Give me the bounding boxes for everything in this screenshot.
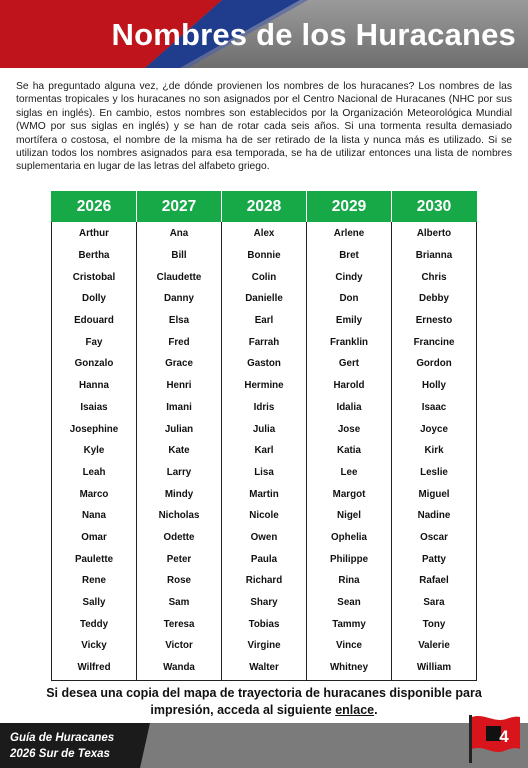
hurricane-name-cell: Whitney [307,657,392,681]
hurricane-name-cell: Gordon [392,353,477,375]
hurricane-name-cell: Nana [52,505,137,527]
hurricane-name-cell: Oscar [392,527,477,549]
table-row [52,353,477,375]
table-row [52,397,477,419]
hurricane-name-cell: Lisa [222,462,307,484]
hurricane-name-cell: Vince [307,635,392,657]
hurricane-name-cell: Marco [52,483,137,505]
download-note-text: Si desea una copia del mapa de trayectoria de huracanes disponible para impresión, acceda al siguiente [46,686,482,717]
table-row [52,462,477,484]
hurricane-name-cell: Teresa [137,613,222,635]
table-row [52,245,477,267]
hurricane-name-cell: Vicky [52,635,137,657]
hurricane-name-cell: William [392,657,477,681]
table-row [52,657,477,681]
hurricane-name-cell: Valerie [392,635,477,657]
hurricane-name-cell: Josephine [52,418,137,440]
hurricane-name-cell: Leslie [392,462,477,484]
hurricane-name-cell: Hermine [222,375,307,397]
hurricane-name-cell: Rina [307,570,392,592]
hurricane-name-cell: Philippe [307,548,392,570]
table-header-row [52,192,477,223]
hurricane-name-cell: Patty [392,548,477,570]
footer-bar [0,723,528,768]
hurricane-name-cell: Grace [137,353,222,375]
download-note-period: . [374,703,378,717]
hurricane-name-cell: Wilfred [52,657,137,681]
hurricane-name-cell: Joyce [392,418,477,440]
hurricane-name-cell: Arthur [52,222,137,245]
hurricane-name-cell: Julia [222,418,307,440]
page-title: Nombres de los Huracanes [111,17,516,52]
hurricane-name-cell: Chris [392,266,477,288]
hurricane-name-cell: Larry [137,462,222,484]
table-row [52,222,477,245]
table-row [52,375,477,397]
hurricane-name-cell: Bertha [52,245,137,267]
hurricane-name-cell: Julian [137,418,222,440]
hurricane-name-cell: Gaston [222,353,307,375]
hurricane-name-cell: Kyle [52,440,137,462]
table-row [52,418,477,440]
hurricane-name-cell: Karl [222,440,307,462]
hurricane-name-cell: Emily [307,310,392,332]
map-download-note [16,685,512,719]
footer-line-2: 2026 Sur de Texas [10,747,110,760]
hurricane-name-cell: Tony [392,613,477,635]
table-row [52,483,477,505]
table-row [52,288,477,310]
hurricane-name-cell: Peter [137,548,222,570]
hurricane-name-cell: Sam [137,592,222,614]
intro-paragraph: Se ha preguntado alguna vez, ¿de dónde provienen los nombres de los huracanes? Los nombres de las tormentas tropicales y los huracanes no son asignados por el Centro Nacional de Huracanes (NHC por sus siglas en inglés). En cambio, estos nombres son establecidos por la Organización Meteorológica Mundial (WMO por sus siglas en inglés) y se han de rotar cada seis años. Si una tormenta resulta demasiado mortífera o costosa, el nombre de la misma ha de ser retirado de la lista y nunca más es utilizado. Si se utilizan todos los nombres asignados para esa temporada, se ha de utilizar entonces una lista de nombres suplementaria en lugar de las letras del alfabeto griego. [16,81,512,173]
hurricane-name-cell: Kirk [392,440,477,462]
hurricane-name-cell: Ana [137,222,222,245]
hurricane-names-table [51,191,477,681]
hurricane-name-cell: Alex [222,222,307,245]
table-body [52,222,477,681]
hurricane-name-cell: Katia [307,440,392,462]
table-row [52,310,477,332]
hurricane-name-cell: Alberto [392,222,477,245]
hurricane-name-cell: Franklin [307,331,392,353]
hurricane-name-cell: Tammy [307,613,392,635]
hurricane-name-cell: Nigel [307,505,392,527]
hurricane-name-cell: Nicholas [137,505,222,527]
header-banner [0,0,528,68]
column-header-year: 2029 [307,192,392,223]
column-header-year: 2030 [392,192,477,223]
hurricane-name-cell: Leah [52,462,137,484]
hurricane-name-cell: Cindy [307,266,392,288]
table-row [52,548,477,570]
hurricane-name-cell: Idris [222,397,307,419]
hurricane-name-cell: Paula [222,548,307,570]
hurricane-name-cell: Debby [392,288,477,310]
hurricane-name-cell: Edouard [52,310,137,332]
hurricane-name-cell: Nicole [222,505,307,527]
table-row [52,570,477,592]
column-header-year: 2027 [137,192,222,223]
hurricane-name-cell: Sara [392,592,477,614]
hurricane-name-cell: Shary [222,592,307,614]
hurricane-name-cell: Miguel [392,483,477,505]
hurricane-name-cell: Victor [137,635,222,657]
footer-guide-title [10,731,114,762]
hurricane-name-cell: Fay [52,331,137,353]
hurricane-name-cell: Francine [392,331,477,353]
hurricane-name-cell: Nadine [392,505,477,527]
hurricane-name-cell: Gert [307,353,392,375]
hurricane-name-cell: Sean [307,592,392,614]
hurricane-name-cell: Martin [222,483,307,505]
page-number: 4 [499,727,509,746]
hurricane-name-cell: Margot [307,483,392,505]
hurricane-name-cell: Claudette [137,266,222,288]
hurricane-name-cell: Danielle [222,288,307,310]
map-download-link[interactable]: enlace [335,703,375,717]
hurricane-name-cell: Ophelia [307,527,392,549]
hurricane-name-cell: Walter [222,657,307,681]
hurricane-name-cell: Bill [137,245,222,267]
hurricane-name-cell: Rafael [392,570,477,592]
hurricane-name-cell: Kate [137,440,222,462]
hurricane-name-cell: Sally [52,592,137,614]
hurricane-name-cell: Paulette [52,548,137,570]
hurricane-name-cell: Bonnie [222,245,307,267]
hurricane-name-cell: Teddy [52,613,137,635]
table-row [52,331,477,353]
hurricane-name-cell: Henri [137,375,222,397]
hurricane-name-cell: Hanna [52,375,137,397]
hurricane-name-cell: Gonzalo [52,353,137,375]
hurricane-name-cell: Arlene [307,222,392,245]
hurricane-name-cell: Holly [392,375,477,397]
table-row [52,613,477,635]
hurricane-name-cell: Wanda [137,657,222,681]
hurricane-name-cell: Colin [222,266,307,288]
table-row [52,505,477,527]
hurricane-name-cell: Tobias [222,613,307,635]
hurricane-name-cell: Ernesto [392,310,477,332]
hurricane-name-cell: Odette [137,527,222,549]
hurricane-name-cell: Owen [222,527,307,549]
footer-line-1: Guía de Huracanes [10,732,115,744]
hurricane-name-cell: Elsa [137,310,222,332]
hurricane-name-cell: Brianna [392,245,477,267]
table-row [52,592,477,614]
hurricane-name-cell: Earl [222,310,307,332]
hurricane-name-cell: Cristobal [52,266,137,288]
hurricane-name-cell: Isaias [52,397,137,419]
hurricane-name-cell: Jose [307,418,392,440]
hurricane-name-cell: Rene [52,570,137,592]
hurricane-name-cell: Rose [137,570,222,592]
column-header-year: 2026 [52,192,137,223]
hurricane-name-cell: Bret [307,245,392,267]
table-row [52,440,477,462]
hurricane-name-cell: Richard [222,570,307,592]
table-row [52,635,477,657]
hurricane-name-cell: Imani [137,397,222,419]
table-row [52,527,477,549]
hurricane-name-cell: Omar [52,527,137,549]
hurricane-name-cell: Dolly [52,288,137,310]
hurricane-name-cell: Isaac [392,397,477,419]
table-row [52,266,477,288]
hurricane-name-cell: Fred [137,331,222,353]
hurricane-name-cell: Virgine [222,635,307,657]
column-header-year: 2028 [222,192,307,223]
hurricane-name-cell: Danny [137,288,222,310]
hurricane-name-cell: Lee [307,462,392,484]
hurricane-name-cell: Farrah [222,331,307,353]
hurricane-name-cell: Idalia [307,397,392,419]
hurricane-name-cell: Harold [307,375,392,397]
hurricane-name-cell: Mindy [137,483,222,505]
hurricane-name-cell: Don [307,288,392,310]
